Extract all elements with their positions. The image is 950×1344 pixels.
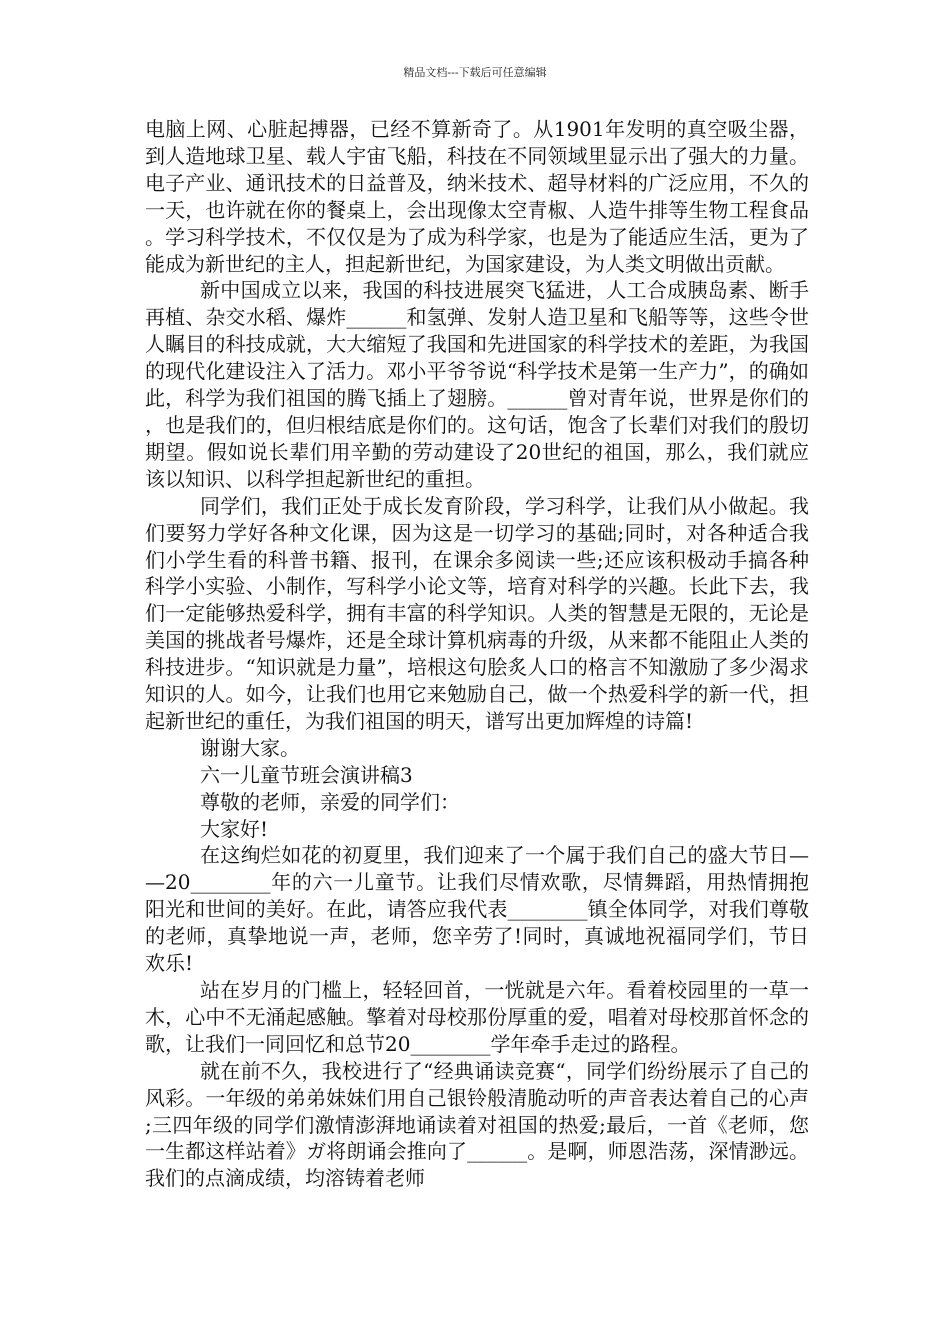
paragraph: 站在岁月的门槛上，轻轻回首，一恍就是六年。看着校园里的一草一木，心中不无涌起感触。擎着对母校那份厚重的爱，唱着对母校那首怀念的歌，让我们一同回忆和总节20________学年牵手走过的路程。 [145,978,809,1056]
paragraph: 电脑上网、心脏起搏器，已经不算新奇了。从1901年发明的真空吸尘器，到人造地球卫星、载人宇宙飞船，科技在不同领域里显示出了强大的力量。电子产业、通讯技术的日益普及，纳米技术、超导材料的广泛应用，不久的一天，也许就在你的餐桌上，会出现像太空青椒、人造牛排等生物工程食品。学习科学技术，不仅仅是为了成为科学家，也是为了能适应生活，更为了能成为新世纪的主人，担起新世纪，为国家建设，为人类文明做出贡献。 [145,117,809,276]
paragraph: 同学们，我们正处于成长发育阶段，学习科学，让我们从小做起。我们要努力学好各种文化课，因为这是一切学习的基础;同时，对各种适合我们小学生看的科普书籍、报刊，在课余多阅读一些;还应该积极动手搞各种科学小实验、小制作，写科学小论文等，培育对科学的兴趣。长此下去，我们一定能够热爱科学，拥有丰富的科学知识。人类的智慧是无限的，无论是美国的挑战者号爆炸，还是全球计算机病毒的升级，从来都不能阻止人类的科技进步。“知识就是力量”，培根这句脍炙人口的格言不知激励了多少渴求知识的人。如今，让我们也用它来勉励自己，做一个热爱科学的新一代，担起新世纪的重任，为我们祖国的明天，谱写出更加辉煌的诗篇! [145,493,809,733]
document-body [145,116,809,1192]
closing-line: 谢谢大家。 [200,735,300,760]
greeting: 大家好! [200,816,269,841]
section-title: 六一儿童节班会演讲稿3 [200,762,413,787]
paragraph: 在这绚烂如花的初夏里，我们迎来了一个属于我们自己的盛大节日——20________年的六一儿童节。让我们尽情欢歌，尽情舞蹈，用热情拥抱阳光和世间的美好。在此，请答应我代表________镇全体同学，对我们尊敬的老师，真挚地说一声，老师，您辛劳了!同时，真诚地祝福同学们，节日欢乐! [145,843,809,976]
running-header: 精品文档---下载后可任意编辑 [403,66,547,79]
salutation: 尊敬的老师，亲爱的同学们： [200,789,460,814]
paragraph: 就在前不久，我校进行了“经典诵读竞赛“，同学们纷纷展示了自己的风彩。一年级的弟弟妹妹们用自己银铃般清脆动听的声音表达着自己的心声;三四年级的同学们激情澎湃地诵读着对祖国的热爱;最后，一首《老师，您一生都这样站着》ガ将朗诵会推向了______。是啊，师恩浩荡，深情渺远。我们的点滴成绩，均溶铸着老师 [145,1058,809,1191]
paragraph: 新中国成立以来，我国的科技进展突飞猛进，人工合成胰岛素、断手再植、杂交水稻、爆炸______和氢弹、发射人造卫星和飞船等等，这些令世人瞩目的科技成就，大大缩短了我国和先进国家的科学技术的差距，为我国的现代化建设注入了活力。邓小平爷爷说“科学技术是第一生产力”，的确如此，科学为我们祖国的腾飞插上了翅膀。______曾对青年说，世界是你们的，也是我们的，但归根结底是你们的。这句话，饱含了长辈们对我们的殷切期望。假如说长辈们用辛勤的劳动建设了20世纪的祖国，那么，我们就应该以知识、以科学担起新世纪的重担。 [145,278,809,491]
